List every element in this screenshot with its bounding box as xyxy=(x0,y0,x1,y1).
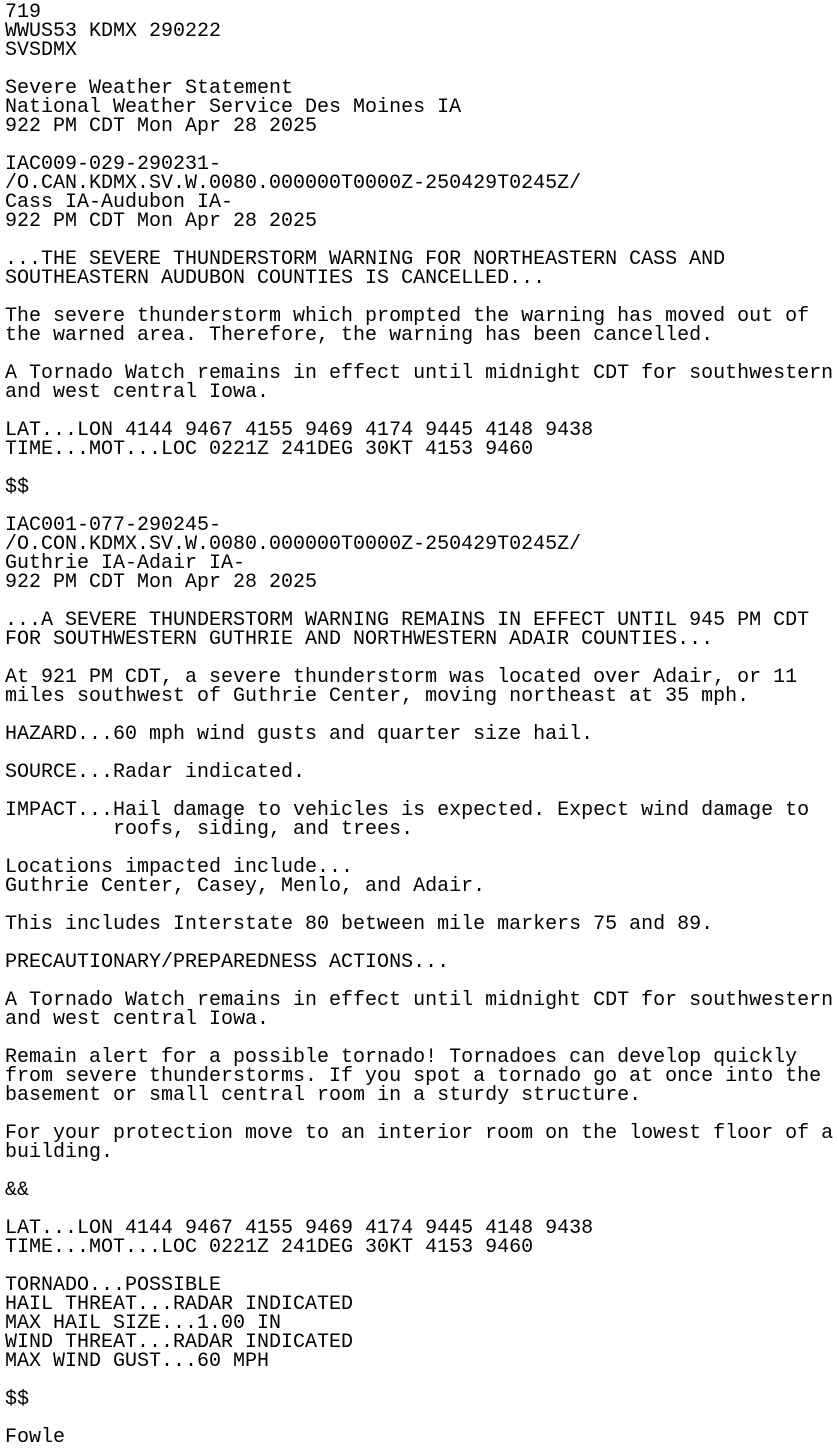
statement-line: This includes Interstate 80 between mile markers 75 and 89. xyxy=(5,913,714,936)
statement-line: $$ xyxy=(5,1388,30,1411)
statement-line: Severe Weather Statement xyxy=(5,77,294,100)
statement-line: SOURCE...Radar indicated. xyxy=(5,761,306,784)
statement-line: basement or small central room in a sturdy structure. xyxy=(5,1084,642,1107)
statement-line xyxy=(5,1162,838,1181)
statement-line: SVSDMX xyxy=(5,39,78,62)
statement-line: SOUTHEASTERN AUDUBON COUNTIES IS CANCELLED... xyxy=(5,267,546,290)
statement-line: The severe thunderstorm which prompted the warning has moved out of xyxy=(5,305,810,328)
statement-line: Guthrie Center, Casey, Menlo, and Adair. xyxy=(5,875,486,898)
statement-line: MAX HAIL SIZE...1.00 IN xyxy=(5,1312,282,1335)
statement-line: and west central Iowa. xyxy=(5,381,270,404)
statement-line: 922 PM CDT Mon Apr 28 2025 xyxy=(5,115,318,138)
statement-line: /O.CAN.KDMX.SV.W.0080.000000T0000Z-250429T0245Z/ xyxy=(5,172,582,195)
statement-line: National Weather Service Des Moines IA xyxy=(5,96,462,119)
statement-line: TORNADO...POSSIBLE xyxy=(5,1274,222,1297)
statement-line: LAT...LON 4144 9467 4155 9469 4174 9445 4148 9438 xyxy=(5,1217,594,1240)
statement-line: LAT...LON 4144 9467 4155 9469 4174 9445 4148 9438 xyxy=(5,419,594,442)
statement-line: 922 PM CDT Mon Apr 28 2025 xyxy=(5,571,318,594)
statement-line: Cass IA-Audubon IA- xyxy=(5,191,234,214)
statement-line: $$ xyxy=(5,476,30,499)
statement-line: 719 xyxy=(5,1,42,24)
statement-line: FOR SOUTHWESTERN GUTHRIE AND NORTHWESTERN ADAIR COUNTIES... xyxy=(5,628,714,651)
statement-line: building. xyxy=(5,1141,114,1164)
statement-line: MAX WIND GUST...60 MPH xyxy=(5,1350,270,1373)
statement-line: WWUS53 KDMX 290222 xyxy=(5,20,222,43)
statement-line: ...THE SEVERE THUNDERSTORM WARNING FOR NORTHEASTERN CASS AND xyxy=(5,248,726,271)
statement-line: PRECAUTIONARY/PREPAREDNESS ACTIONS... xyxy=(5,951,450,974)
statement-line: the warned area. Therefore, the warning has been cancelled. xyxy=(5,324,714,347)
statement-line: roofs, siding, and trees. xyxy=(5,818,414,841)
statement-line: ...A SEVERE THUNDERSTORM WARNING REMAINS IN EFFECT UNTIL 945 PM CDT xyxy=(5,609,810,632)
statement-line: Locations impacted include... xyxy=(5,856,354,879)
statement-line: IAC009-029-290231- xyxy=(5,153,222,176)
statement-line: from severe thunderstorms. If you spot a tornado go at once into the xyxy=(5,1065,822,1088)
statement-line: HAIL THREAT...RADAR INDICATED xyxy=(5,1293,354,1316)
statement-line: Remain alert for a possible tornado! Tornadoes can develop quickly xyxy=(5,1046,798,1069)
statement-line xyxy=(5,1409,838,1428)
statement-line: Fowle xyxy=(5,1426,66,1449)
statement-line: /O.CON.KDMX.SV.W.0080.000000T0000Z-250429T0245Z/ xyxy=(5,533,582,556)
statement-line: HAZARD...60 mph wind gusts and quarter size hail. xyxy=(5,723,594,746)
statement-line: At 921 PM CDT, a severe thunderstorm was located over Adair, or 11 xyxy=(5,666,798,689)
statement-line xyxy=(5,459,838,478)
statement-line: Guthrie IA-Adair IA- xyxy=(5,552,246,575)
statement-line: TIME...MOT...LOC 0221Z 241DEG 30KT 4153 9460 xyxy=(5,438,534,461)
statement-line: IMPACT...Hail damage to vehicles is expected. Expect wind damage to xyxy=(5,799,810,822)
statement-line: IAC001-077-290245- xyxy=(5,514,222,537)
statement-line: miles southwest of Guthrie Center, moving northeast at 35 mph. xyxy=(5,685,750,708)
statement-line: and west central Iowa. xyxy=(5,1008,270,1031)
statement-line: TIME...MOT...LOC 0221Z 241DEG 30KT 4153 9460 xyxy=(5,1236,534,1259)
statement-line: A Tornado Watch remains in effect until midnight CDT for southwestern xyxy=(5,989,834,1012)
statement-line xyxy=(5,1371,838,1390)
statement-line: 922 PM CDT Mon Apr 28 2025 xyxy=(5,210,318,233)
statement-line: && xyxy=(5,1179,30,1202)
statement-line: A Tornado Watch remains in effect until midnight CDT for southwestern xyxy=(5,362,834,385)
statement-line: For your protection move to an interior room on the lowest floor of a xyxy=(5,1122,834,1145)
statement-line: WIND THREAT...RADAR INDICATED xyxy=(5,1331,354,1354)
